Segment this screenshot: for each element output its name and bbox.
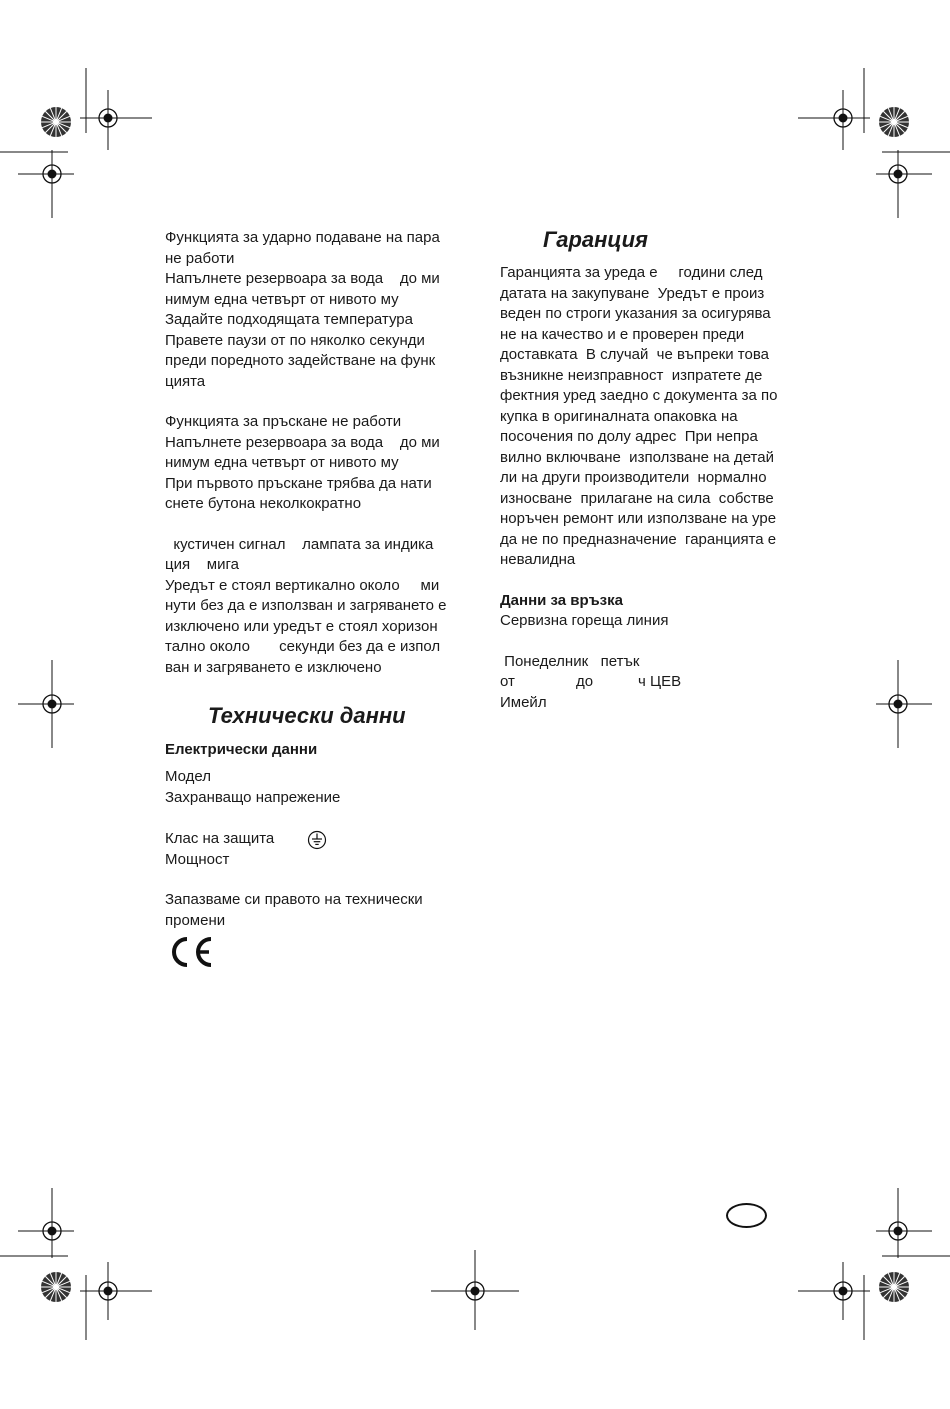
text-line: нути без да е използван и загряването е: [165, 597, 447, 614]
text-line: преди поредното задействане на функ: [165, 352, 436, 369]
text-line: промени: [165, 911, 226, 929]
text-line: изключено или уредът е стоял хоризон: [165, 617, 438, 635]
days-label: Понеделник петък: [500, 652, 640, 670]
text-line: снете бутона неколкократно: [165, 495, 362, 512]
email-label: Имейл: [500, 693, 547, 711]
text-line: Задайте подходящата температура: [165, 311, 413, 328]
text-line: възникне неизправност изпратете де: [500, 366, 763, 384]
text-line: норъчен ремонт или използване на уре: [500, 510, 777, 527]
text-line: ван и загряването е изключено: [165, 658, 382, 676]
text-line: нимум една четвърт от нивото му: [165, 454, 399, 471]
hours-from: от: [500, 673, 515, 690]
text-line: вилно включване използване на детай: [500, 448, 774, 466]
technical-data-heading: Технически данни: [208, 703, 406, 728]
voltage-label: Захранващо напрежение: [165, 788, 341, 806]
text-line: Напълнете резервоара за вода до ми: [165, 270, 440, 287]
text-line: невалидна: [500, 551, 576, 568]
text-line: Правете паузи от по няколко секунди: [165, 331, 425, 349]
text-line: фектния уред заедно с документа за по: [500, 387, 778, 404]
protection-class-label: Клас на защита: [165, 830, 275, 847]
text-line: износване прилагане на сила собстве: [500, 489, 774, 507]
power-label: Мощност: [165, 850, 230, 868]
contact-heading: Данни за връзка: [500, 591, 623, 609]
registration-star-mark: [879, 1272, 909, 1302]
text-line: Уредът е стоял вертикално около ми: [165, 576, 440, 594]
text-line: посочения по долу адрес При непра: [500, 428, 758, 445]
registration-star-mark: [41, 1272, 71, 1302]
registration-star-mark: [879, 107, 909, 137]
text-line: нимум една четвърт от нивото му: [165, 290, 399, 308]
text-line: Гаранцията за уреда е години след: [500, 264, 763, 281]
electrical-data-label: Електрически данни: [165, 741, 318, 758]
model-label: Модел: [165, 768, 212, 785]
text-line: не на качество и е проверен преди: [500, 325, 745, 343]
text-line: цията: [165, 372, 206, 390]
text-line: доставката В случай че въпреки това: [500, 346, 769, 363]
text-line: датата на закупуване Уредът е произ: [500, 284, 765, 302]
text-line: тално около секунди без да е изпол: [165, 638, 441, 655]
warranty-heading: Гаранция: [543, 227, 649, 252]
hours-suffix: ч ЦЕВ: [638, 673, 682, 690]
text-line: кустичен сигнал лампата за индика: [165, 535, 434, 553]
text-line: ли на други производители нормално: [500, 469, 767, 486]
text-line: веден по строги указания за осигурява: [500, 305, 771, 322]
text-line: Функцията за пръскане не работи: [165, 413, 402, 430]
text-line: не работи: [165, 249, 235, 267]
text-line: Запазваме си правото на технически: [165, 891, 423, 908]
text-line: ция мига: [165, 556, 239, 573]
text-line: купка в оригиналната опаковка на: [500, 407, 738, 425]
text-line: При първото пръскане трябва да нати: [165, 474, 432, 492]
hours-to: до: [576, 673, 594, 690]
text-line: Функцията за ударно подаване на пара: [165, 229, 440, 246]
text-line: Напълнете резервоара за вода до ми: [165, 433, 440, 451]
hotline-label: Сервизна гореща линия: [500, 612, 669, 629]
text-line: да не по предназначение гаранцията е: [500, 530, 777, 548]
registration-star-mark: [41, 107, 71, 137]
